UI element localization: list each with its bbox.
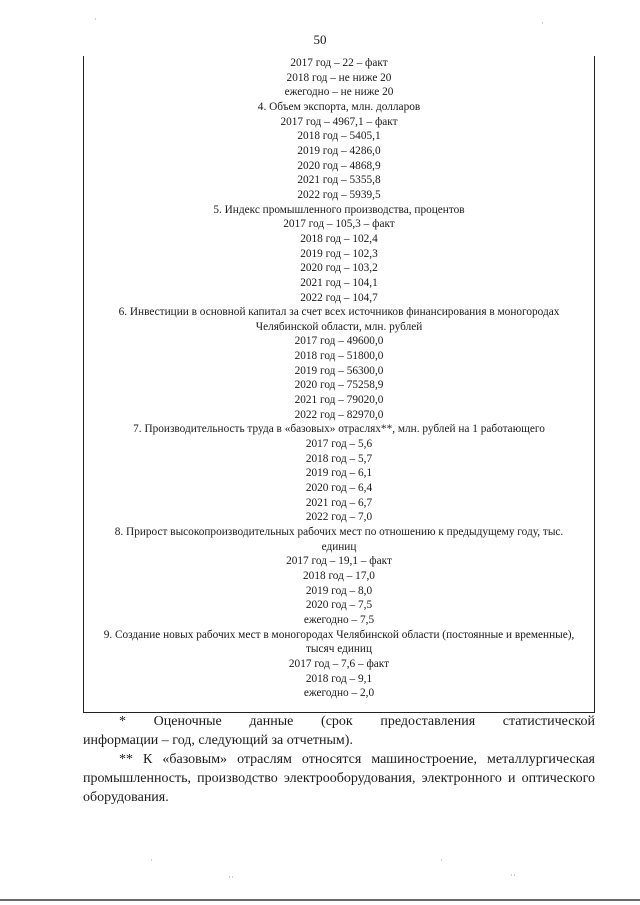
scan-speck: · (94, 14, 97, 24)
scan-speck: · (150, 855, 153, 865)
target-line: 2019 год – 56300,0 (294, 364, 384, 377)
target-line: 2018 год – 17,0 (303, 569, 375, 582)
target-line: ежегодно – не ниже 20 (284, 86, 394, 99)
target-line: 2019 год – 8,0 (305, 584, 373, 597)
target-line: 2017 год – 4967,1 – факт (280, 115, 398, 128)
indicator-export (84, 100, 594, 203)
indicator-heading: 9. Создание новых рабочих мест в моногородах Челябинской области (постоянные и временные), тысяч единиц (103, 628, 575, 656)
indicator-heading: 8. Прирост высокопроизводительных рабочих мест по отношению к предыдущему году, тыс. единиц (114, 526, 564, 553)
target-line: 2018 год – 9,1 (305, 672, 373, 685)
target-line: 2017 год – 19,1 – факт (286, 555, 392, 568)
indicator-heading: 7. Производительность труда в «базовых» отраслях**, млн. рублей на 1 работающего (133, 423, 545, 436)
scan-speck: ·· (228, 872, 234, 882)
target-line: 2021 год – 6,7 (305, 496, 373, 509)
footnotes (83, 712, 595, 807)
target-line: 2021 год – 104,1 (300, 276, 378, 289)
indicator-productivity (84, 422, 594, 525)
target-line: 2020 год – 7,5 (305, 599, 373, 612)
indicator-new-jobs (84, 628, 594, 701)
target-line: 2019 год – 6,1 (305, 467, 373, 480)
scan-edge-rule (0, 899, 640, 901)
target-line: 2020 год – 103,2 (300, 262, 378, 275)
indicator-investments (84, 305, 594, 422)
target-line: 2018 год – 5,7 (305, 452, 373, 465)
target-line: 2021 год – 79020,0 (294, 394, 384, 407)
footnote-estimated-data (83, 712, 595, 750)
target-line: 2017 год – 5,6 (305, 438, 373, 451)
target-line: 2022 год – 7,0 (305, 511, 373, 524)
target-line: ежегодно – 7,5 (303, 613, 375, 626)
target-line: 2022 год – 82970,0 (294, 408, 384, 421)
page-number: 50 (313, 32, 327, 47)
target-line: 2019 год – 4286,0 (297, 144, 381, 157)
indicator-heading: 6. Инвестиции в основной капитал за счет всех источников финансирования в моногородах Челябинской области, млн. рублей (118, 306, 560, 333)
target-line: 2020 год – 6,4 (305, 482, 373, 495)
indicator-industrial-index (84, 203, 594, 306)
indicator-high-productivity-jobs (84, 525, 594, 628)
target-line: 2017 год – 7,6 – факт (288, 657, 390, 670)
target-line: 2021 год – 5355,8 (297, 174, 381, 187)
target-line: 2018 год – 102,4 (300, 232, 378, 245)
footnote-line: * Оценочные данные (срок предоставления статистической (119, 714, 595, 729)
target-line: 2022 год – 5939,5 (297, 188, 381, 201)
target-line: 2017 год – 22 – факт (290, 57, 388, 69)
target-line: 2020 год – 75258,9 (294, 379, 384, 392)
footnote-line: информации – год, следующий за отчетным). (83, 733, 353, 748)
target-line: 2022 год – 104,7 (300, 291, 378, 304)
indicator-heading: 4. Объем экспорта, млн. долларов (257, 100, 421, 113)
footnote-base-industries: ** К «базовым» отраслям относятся машиностроение, металлургическая промышленность, производство электрооборудования, электронного и оптического оборудования. (83, 752, 595, 805)
indicator-heading: 5. Индекс промышленного производства, процентов (213, 203, 465, 216)
scan-speck: ·· (510, 870, 516, 880)
target-line: 2018 год – не ниже 20 (286, 71, 392, 84)
scan-speck: · (541, 18, 544, 28)
target-line: ежегодно – 2,0 (303, 687, 375, 700)
top-block (84, 56, 594, 100)
target-line: 2017 год – 49600,0 (294, 335, 384, 348)
target-line: 2019 год – 102,3 (300, 247, 378, 260)
target-line: 2017 год – 105,3 – факт (283, 218, 395, 231)
targets-table (83, 56, 595, 713)
target-line: 2018 год – 51800,0 (294, 350, 384, 363)
scan-speck: · (440, 855, 443, 865)
target-line: 2020 год – 4868,9 (297, 159, 381, 172)
target-line: 2018 год – 5405,1 (297, 130, 381, 143)
